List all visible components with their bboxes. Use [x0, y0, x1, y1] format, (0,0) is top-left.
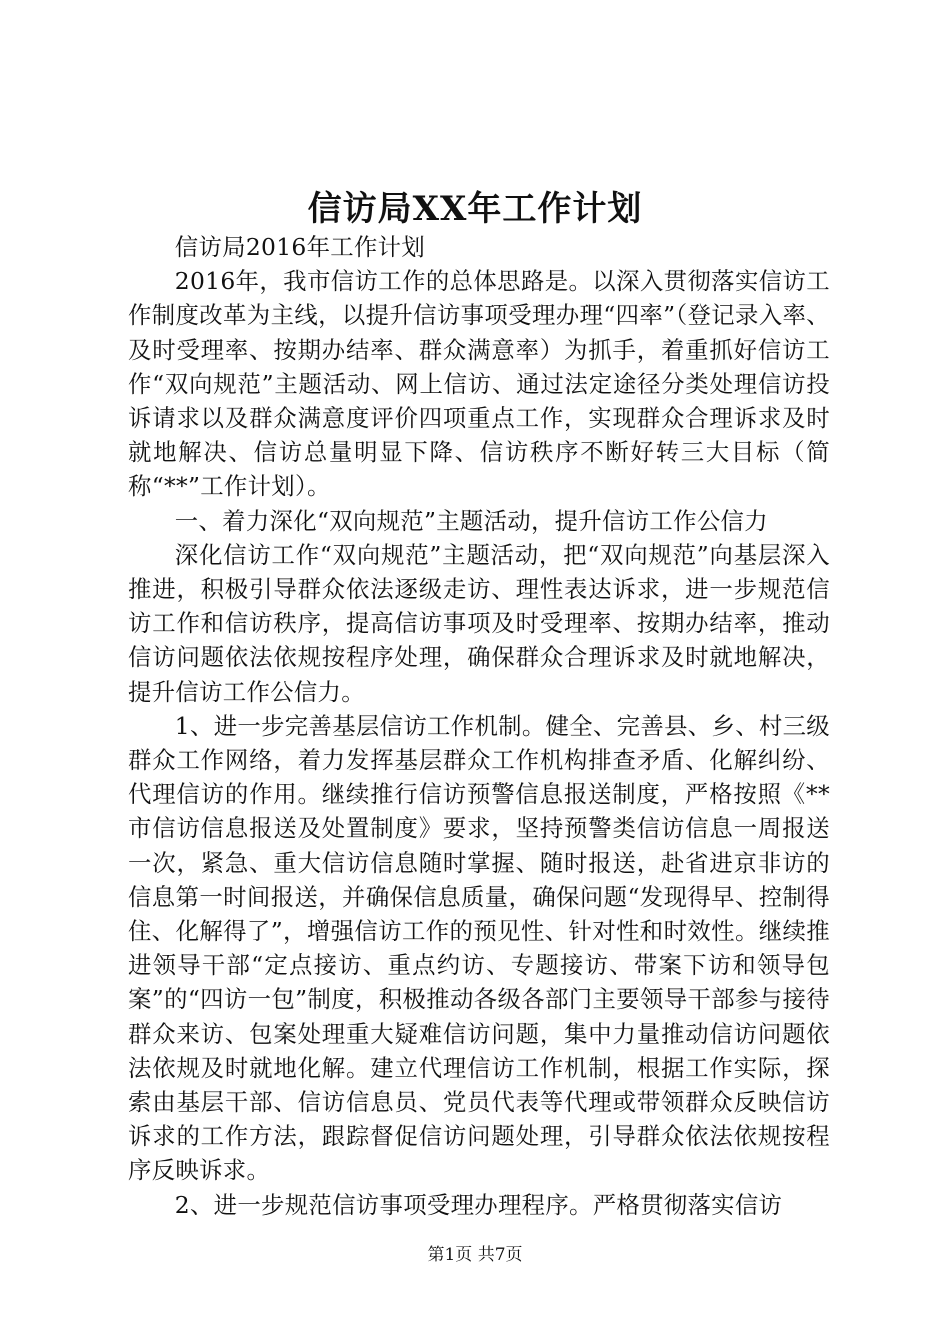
item-2-paragraph: 2、进一步规范信访事项受理办理程序。严格贯彻落实信访: [174, 1190, 783, 1219]
overview-paragraph: 2016年，我市信访工作的总体思路是。以深入贯彻落实信访工作制度改革为主线，以提升信访事项受理办理“四率”（登记录入率、及时受理率、按期办结率、群众满意率）为抓手，着重抓好信访工作“双向规范”主题活动、网上信访、通过法定途径分类处理信访投诉请求以及群众满意度评价四项重点工作，实现群众合理诉求及时就地解决、信访总量明显下降、信访秩序不断好转三大目标（简称“**”工作计划）。: [128, 267, 830, 501]
document-body: [128, 230, 830, 1222]
section-heading-1: 一、着力深化“双向规范”主题活动，提升信访工作公信力: [174, 506, 768, 535]
item-1-paragraph: 1、进一步完善基层信访工作机制。健全、完善县、乡、村三级群众工作网络，着力发挥基层群众工作机构排查矛盾、化解纠纷、代理信访的作用。继续推行信访预警信息报送制度，严格按照《**市信访信息报送及处置制度》要求，坚持预警类信访信息一周报送一次，紧急、重大信访信息随时掌握、随时报送，赴省进京非访的信息第一时间报送，并确保信息质量，确保问题“发现得早、控制得住、化解得了”，增强信访工作的预见性、针对性和时效性。继续推进领导干部“定点接访、重点约访、专题接访、带案下访和领导包案”的“四访一包”制度，积极推动各级各部门主要领导干部参与接待群众来访、包案处理重大疑难信访问题，集中力量推动信访问题依法依规及时就地化解。建立代理信访工作机制，根据工作实际，探索由基层干部、信访信息员、党员代表等代理或带领群众反映信访诉求的工作方法，跟踪督促信访问题处理，引导群众依法依规按程序反映诉求。: [128, 711, 830, 1185]
document-title: 信访局XX年工作计划: [307, 189, 643, 229]
subtitle-paragraph: 信访局2016年工作计划: [174, 233, 426, 261]
page-number-footer: 第1页 共7页: [427, 1245, 523, 1265]
section-1-paragraph: 深化信访工作“双向规范”主题活动，把“双向规范”向基层深入推进，积极引导群众依法逐级走访、理性表达诉求，进一步规范信访工作和信访秩序，提高信访事项及时受理率、按期办结率，推动信访问题依法依规按程序处理，确保群众合理诉求及时就地解决，提升信访工作公信力。: [128, 540, 830, 706]
